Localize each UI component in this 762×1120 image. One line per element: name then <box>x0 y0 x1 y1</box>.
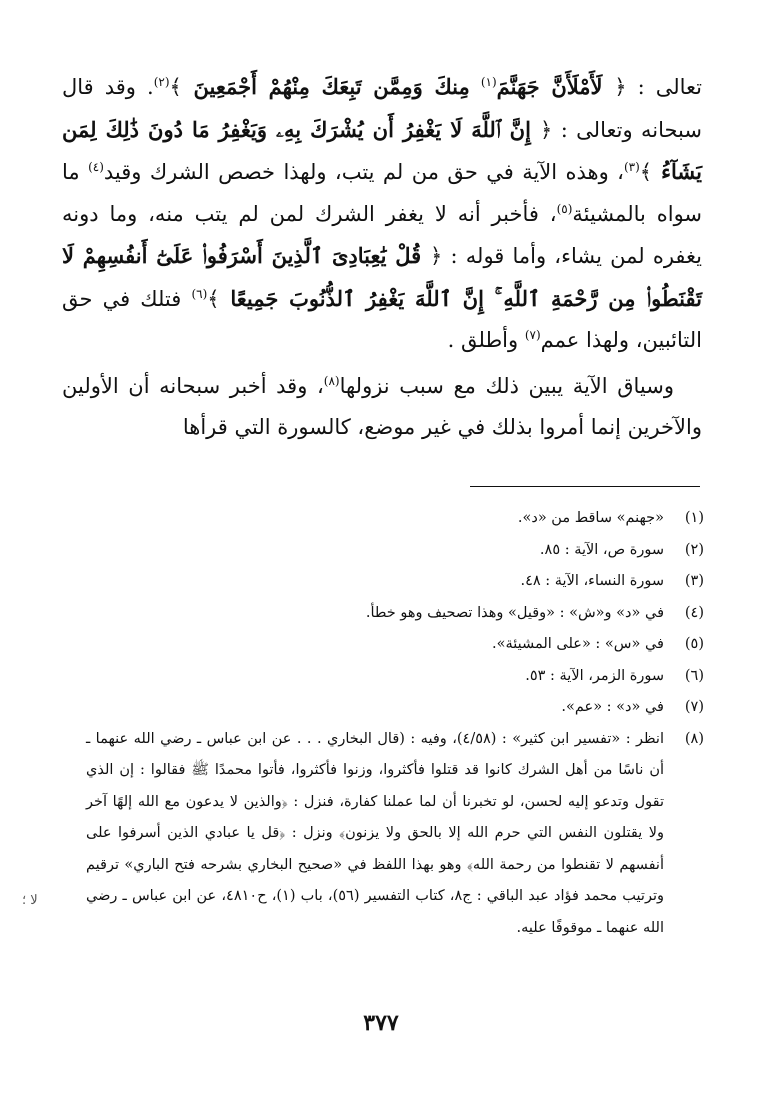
footnote-ref: (٨) <box>323 373 340 388</box>
text-segment: . وقد قال سبحانه وتعالى : <box>62 75 702 142</box>
footnote-ref: (٦) <box>191 286 208 301</box>
footnote-text: سورة الزمر، الآية : ٥٣. <box>525 667 664 684</box>
footnote <box>86 692 704 724</box>
footnote-text: في «س» : «على المشيئة». <box>492 636 664 652</box>
footnote <box>86 503 704 535</box>
footnote-text: سورة ص، الآية : ٨٥. <box>539 541 664 558</box>
footnote <box>86 724 704 945</box>
footnote <box>86 661 704 693</box>
footnote-number: (٨) <box>684 730 704 747</box>
footnote-text: في «د» و«ش» : «وقيل» وهذا تصحيف وهو خطأ. <box>365 604 664 621</box>
footnote-ref: (٢) <box>153 75 170 89</box>
footnote-number: (٥) <box>684 636 704 652</box>
footnote-number: (٧) <box>684 699 704 715</box>
quran-ornament-open: ﴿ <box>539 117 553 142</box>
footnote-number: (٣) <box>684 573 704 589</box>
verse-text: قُلْ يَٰعِبَادِىَ ٱلَّذِينَ أَسْرَفُوا۟ عَلَىٰٓ أَنفُسِهِمْ لَا تَقْنَطُوا۟ مِن رَّحْمَةِ ٱللَّهِ ۚ إِنَّ ٱللَّهَ يَغْفِرُ ٱلذُّنُوبَ جَمِيعًا <box>62 243 702 311</box>
footnote-number: (٤) <box>684 604 704 621</box>
footnote <box>86 566 704 598</box>
footnote-divider <box>470 486 700 487</box>
verse-text: إِنَّ ٱللَّهَ لَا يَغْفِرُ أَن يُشْرَكَ بِهِۦ وَيَغْفِرُ مَا دُونَ ذَٰلِكَ لِمَن يَشَآءُ <box>62 116 702 184</box>
verse-text: لَأَمْلَأَنَّ جَهَنَّمَ <box>496 74 603 99</box>
footnote-text: «جهنم» ساقط من «د». <box>517 510 664 526</box>
footnote-ref: (٣) <box>623 160 640 174</box>
text-segment: ، وهذه الآية في حق من لم يتب، ولهذا خصص الشرك وقيد <box>103 160 624 184</box>
text-segment: ، وقد أخبر سبحانه أن الأولين والآخرين إنما أمروا بذلك في غير موضع، كالسورة التي قرأها <box>62 373 702 439</box>
footnote-text: سورة النساء، الآية : ٤٨. <box>520 573 664 589</box>
text-segment: وأطلق . <box>447 328 519 352</box>
footnote-text: في «د» : «عم». <box>561 699 664 715</box>
footnote <box>86 629 704 661</box>
footnote-number: (٦) <box>684 667 704 684</box>
footnotes <box>86 503 704 944</box>
footnote-number: (١) <box>684 510 704 526</box>
text-segment: ، فأخبر أنه لا يغفر الشرك لمن لم يتب منه، وما دونه يغفره لمن يشاء، وأما قوله : <box>62 201 703 268</box>
footnote-text: انظر : «تفسير ابن كثير» : (٤/٥٨)، وفيه : (قال البخاري . . . عن ابن عباس ـ رضي الله عنهما ـ أن ناسًا من أهل الشرك كانوا قد قتلوا فأكثروا، وزنوا فأكثروا، فأتوا محمدًا ﷺ فقالوا : إن الذي تقول وتدعو إليه لحسن، لو تخبرنا أن لما عملنا كفارة، فنزل : ﴿والذين لا يدعون مع الله إلهًا آخر ولا يقتلون النفس التي حرم الله إلا بالحق ولا يزنون﴾ ونزل : ﴿قل يا عبادي الذين أسرفوا على أنفسهم لا تقنطوا من رحمة الله﴾ وهو بهذا اللفظ في «صحيح البخاري بشرحه فتح الباري» ترقيم وترتيب محمد فؤاد عبد الباقي : ج٨، كتاب التفسير (٥٦)، باب (١)، ح٤٨١٠، عن ابن عباس ـ رضي الله عنهما ـ موقوفًا عليه. <box>86 730 664 936</box>
footnote-number: (٢) <box>684 541 704 558</box>
quran-verse <box>170 74 470 99</box>
quran-ornament-open: ﴿ <box>614 75 627 99</box>
quran-ornament-close: ﴾ <box>207 286 220 311</box>
footnote-ref: (١) <box>480 75 497 89</box>
margin-mark: ﻻ ؛ <box>22 893 38 908</box>
footnote-ref: (٧) <box>524 328 541 342</box>
quran-verse <box>497 74 627 99</box>
footnote-ref: (٥) <box>556 201 573 216</box>
text-segment: وسياق الآية يبين ذلك مع سبب نزولها <box>339 373 674 398</box>
quran-ornament-open: ﴿ <box>430 244 443 268</box>
verse-text: مِنكَ وَمِمَّن تَبِعَكَ مِنْهُمْ أَجْمَعِينَ <box>193 74 470 99</box>
main-text <box>62 66 702 449</box>
text-segment: فتلك في حق التائبين، ولهذا عمم <box>62 286 702 352</box>
footnote-ref: (٤) <box>88 160 104 174</box>
quran-ornament-close: ﴾ <box>639 160 653 184</box>
paragraph-1 <box>62 66 702 362</box>
paragraph-2 <box>62 366 702 449</box>
footnote <box>86 535 704 567</box>
text-segment: تعالى : <box>637 75 702 99</box>
footnote <box>86 598 704 630</box>
text-segment: ما سواه بالمشيئة <box>62 160 703 226</box>
page-number: ٣٧٧ <box>363 1010 399 1036</box>
quran-ornament-close: ﴾ <box>169 75 182 99</box>
